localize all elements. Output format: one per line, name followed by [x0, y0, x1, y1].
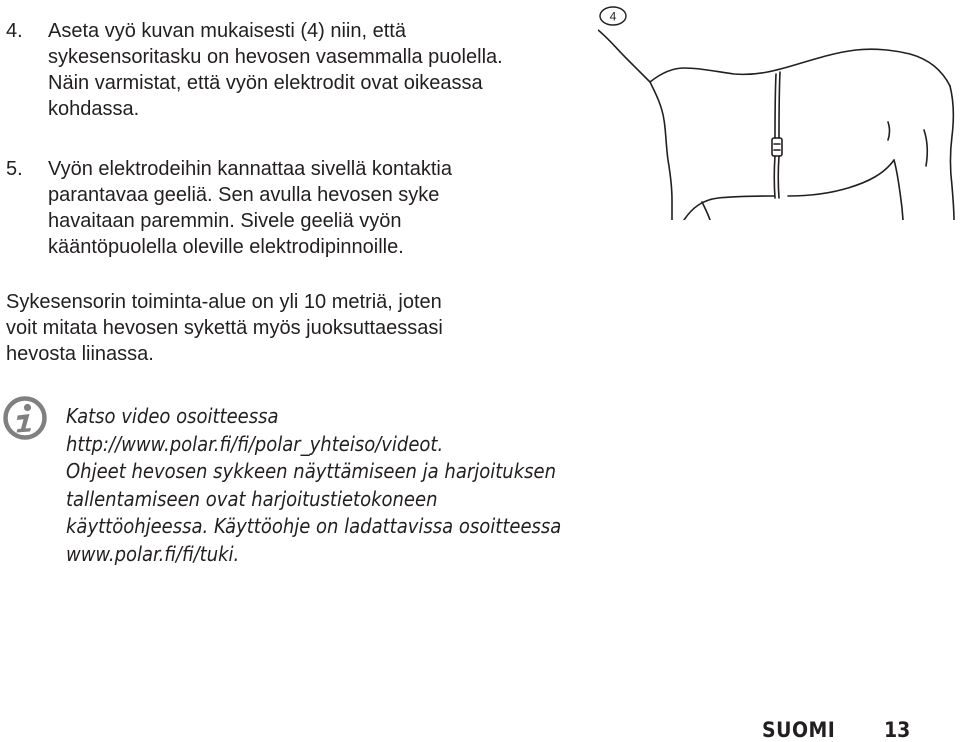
figure-label-badge	[600, 7, 626, 25]
note-line: Katso video osoitteessa	[66, 404, 279, 428]
girth-strap	[779, 72, 780, 138]
step-4-line: kohdassa.	[48, 98, 140, 120]
hind-detail	[888, 122, 890, 140]
step-4-line: sykesensoritasku on hevosen vasemmalla puolella.	[48, 46, 503, 68]
back-outline	[650, 49, 950, 86]
girth-strap	[775, 74, 776, 138]
note-line: Ohjeet hevosen sykkeen näyttämiseen ja harjoituksen	[66, 459, 556, 483]
horse-girth-illustration	[598, 2, 960, 220]
note-line: tallentamiseen ovat harjoitustietokoneen	[66, 486, 438, 511]
step-5-line: havaitaan paremmin. Sivele geeliä vyön	[48, 210, 402, 232]
step-5-number: 5.	[6, 158, 23, 180]
foreleg-outline	[702, 202, 710, 220]
figure-label: 4	[609, 9, 617, 24]
girth-strap	[778, 156, 779, 198]
step-5-line: kääntöpuolella oleville elektrodipinnoille.	[48, 236, 404, 258]
belly-outline	[788, 160, 894, 196]
note-link[interactable]: www.polar.fi/fi/tuki.	[66, 541, 240, 566]
note-line: käyttöohjeessa. Käyttöohje on ladattavissa osoitteessa	[66, 514, 562, 538]
info-icon	[2, 395, 48, 441]
paragraph-line: hevosta liinassa.	[6, 343, 154, 365]
step-4-line: Näin varmistat, että vyön elektrodit ovat oikeassa	[48, 72, 483, 94]
note-link[interactable]: http://www.polar.fi/fi/polar_yhteiso/videot.	[66, 431, 444, 456]
hind-outline	[950, 86, 954, 220]
hind-detail	[924, 130, 927, 166]
hind-leg-outline	[894, 160, 903, 220]
sensor-pocket	[772, 138, 782, 156]
step-5-line: Vyön elektrodeihin kannattaa sivellä kontaktia	[48, 158, 452, 180]
step-4-text	[48, 18, 568, 122]
neck-outline	[598, 30, 650, 82]
step-4-number: 4.	[6, 20, 23, 42]
chest-outline	[650, 82, 672, 220]
page-number: 13	[884, 718, 911, 742]
step-5-line: parantavaa geeliä. Sen avulla hevosen syke	[48, 184, 440, 206]
step-4-line: Aseta vyö kuvan mukaisesti (4) niin, että	[48, 20, 406, 42]
paragraph-line: Sykesensorin toiminta-alue on yli 10 metriä, joten	[6, 291, 442, 313]
paragraph-line: voit mitata hevosen sykettä myös juoksuttaessasi	[6, 317, 443, 339]
footer-language: SUOMI	[762, 718, 836, 742]
range-paragraph	[6, 289, 566, 367]
belly-outline	[684, 196, 774, 220]
step-5-text	[48, 156, 568, 260]
info-note	[66, 403, 626, 568]
girth-strap	[774, 156, 775, 198]
